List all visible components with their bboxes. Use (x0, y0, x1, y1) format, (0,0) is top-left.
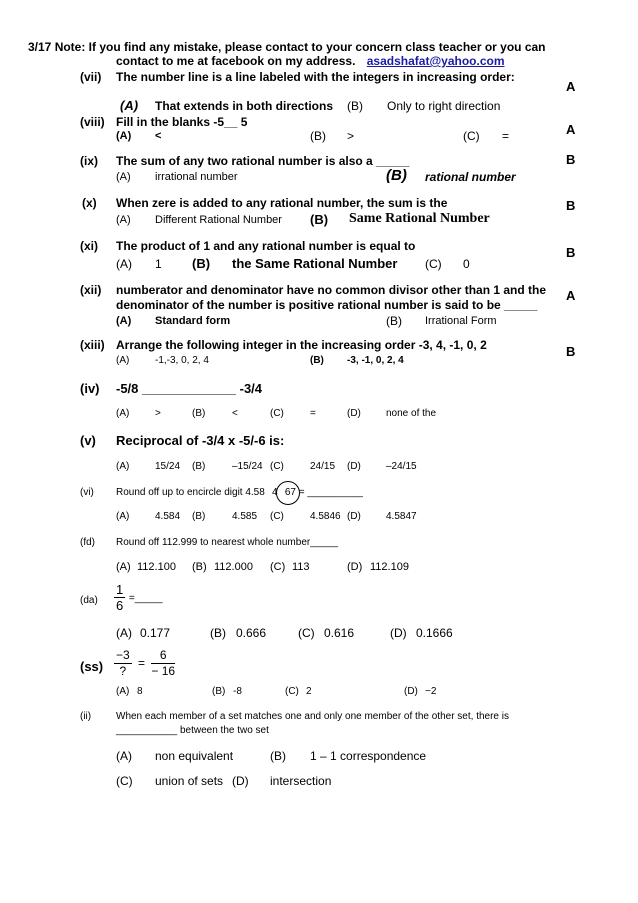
option-text: –15/24 (232, 461, 263, 472)
question-text: The product of 1 and any rational number is equal to (116, 239, 416, 253)
option-label: (C) (463, 129, 480, 143)
option-label: (B) (310, 355, 324, 366)
option-label: (B) (192, 561, 207, 573)
option-text: 0.1666 (416, 626, 453, 640)
answer-blank: =_____ (128, 592, 163, 604)
option-text: 0.177 (140, 626, 171, 640)
question-text: When zere is added to any rational number, the sum is the (116, 196, 448, 210)
question-text: Arrange the following integer in the increasing order -3, 4, -1, 0, 2 (116, 338, 487, 352)
option-text: < (155, 130, 162, 142)
fraction-numerator: −3 (116, 648, 130, 662)
option-text: Only to right direction (387, 99, 501, 113)
option-text: non equivalent (155, 749, 234, 763)
question-text: Fill in the blanks -5__ 5 (116, 115, 248, 129)
question-number: (vi) (80, 487, 94, 498)
question-number: (ss) (80, 659, 104, 674)
option-label: (A) (116, 461, 130, 472)
option-text: That extends in both directions (155, 99, 334, 113)
option-label: (B) (347, 99, 363, 113)
option-text: 4.5847 (386, 511, 417, 522)
question-text-part2: 67 = __________ (284, 487, 363, 498)
answer-key: B (566, 152, 576, 167)
option-label: (A) (116, 408, 130, 419)
option-text: none of the (386, 408, 437, 419)
option-text: < (232, 408, 238, 419)
option-text: 0.666 (236, 626, 267, 640)
option-text: 4.585 (232, 511, 258, 522)
option-text: the Same Rational Number (232, 256, 398, 271)
option-label: (C) (270, 461, 284, 472)
question-number: (viii) (80, 115, 105, 129)
option-text: union of sets (155, 774, 224, 788)
option-text: 2 (306, 686, 312, 697)
question-number: (vii) (80, 70, 102, 84)
circled-digit: 4 (272, 487, 278, 498)
equals-sign: = (138, 655, 146, 670)
question-number: (v) (80, 433, 96, 448)
equation (114, 648, 175, 679)
option-text: = (502, 129, 510, 143)
fraction-denominator: ? (119, 664, 127, 678)
option-label: (B) (192, 408, 206, 419)
fraction-numerator: 1 (116, 582, 124, 597)
option-label: (C) (298, 626, 315, 640)
option-text: 24/15 (310, 461, 336, 472)
option-label: (B) (192, 256, 211, 271)
question-text: -5/8 _____________ -3/4 (116, 381, 263, 396)
question-number: (da) (80, 595, 98, 606)
fraction-denominator: 6 (116, 598, 124, 613)
question-number: (xi) (80, 239, 98, 253)
option-text: -1,-3, 0, 2, 4 (155, 355, 209, 366)
question-text-line2: denominator of the number is positive rational number is said to be _____ (116, 298, 538, 312)
option-label: (C) (270, 408, 284, 419)
question-text (116, 487, 363, 498)
option-text: 15/24 (155, 461, 181, 472)
fraction-expression (114, 582, 163, 613)
option-label: (B) (192, 511, 206, 522)
option-label: (A) (116, 130, 132, 142)
question-number: (xii) (80, 283, 102, 297)
option-text: 0.616 (324, 626, 355, 640)
option-text: irrational number (155, 171, 238, 183)
option-label: (B) (386, 314, 402, 328)
question-text: Round off 112.999 to nearest whole number_____ (116, 537, 339, 548)
option-label: (A) (116, 315, 132, 327)
option-text: intersection (270, 774, 332, 788)
option-label: (A) (116, 257, 132, 271)
option-text: 1 (155, 257, 162, 271)
option-text: 1 – 1 correspondence (310, 749, 427, 763)
header-note-line1: 3/17 Note: If you find any mistake, please contact to your concern class teacher or you can (28, 40, 546, 54)
option-label: (C) (285, 686, 299, 697)
option-text: > (347, 129, 355, 143)
option-label: (B) (270, 749, 286, 763)
question-text: The number line is a line labeled with the integers in increasing order: (116, 70, 515, 84)
option-label: (B) (310, 129, 326, 143)
option-text: −2 (425, 686, 437, 697)
option-label: (A) (116, 511, 130, 522)
answer-key: B (566, 344, 576, 359)
option-label: (D) (404, 686, 418, 697)
option-text: > (155, 408, 161, 419)
header-note-line2 (116, 54, 505, 68)
option-label: (C) (270, 561, 286, 573)
option-text: 113 (292, 561, 310, 573)
option-text: 112.000 (214, 561, 253, 573)
option-label: (C) (425, 257, 442, 271)
question-number: (xiii) (80, 338, 105, 352)
option-text: 112.109 (370, 561, 409, 573)
email-link[interactable]: asadshafat@yahoo.com (366, 54, 505, 68)
option-text: -8 (233, 686, 242, 697)
fraction-left (114, 648, 132, 679)
option-label: (B) (212, 686, 226, 697)
option-label: (A) (116, 561, 131, 573)
option-label: (D) (232, 774, 249, 788)
question-text-line1: When each member of a set matches one and only one member of the other set, there is (116, 711, 509, 722)
option-text: rational number (425, 170, 516, 184)
question-text: Reciprocal of -3/4 x -5/-6 is: (116, 433, 285, 448)
option-label: (A) (116, 749, 132, 763)
encircle-mark (276, 481, 300, 505)
option-label: (B) (192, 461, 206, 472)
option-text: Different Rational Number (155, 214, 282, 226)
question-number: (ii) (80, 711, 92, 722)
question-text-part1: Round off up to encircle digit 4.58 (116, 487, 265, 498)
option-text: 8 (137, 686, 143, 697)
answer-key: A (566, 288, 576, 303)
option-text: -3, -1, 0, 2, 4 (347, 355, 404, 366)
question-number: (ix) (80, 154, 98, 168)
option-text: 4.5846 (310, 511, 341, 522)
option-label: (A) (120, 98, 139, 113)
question-text-line1: numberator and denominator have no common divisor other than 1 and the (116, 283, 547, 297)
option-text: 0 (463, 257, 470, 271)
answer-key: B (566, 245, 576, 260)
answer-key: B (566, 198, 576, 213)
option-text: 112.100 (137, 561, 176, 573)
option-label: (D) (347, 461, 361, 472)
option-label: (D) (347, 511, 361, 522)
option-text: = (310, 408, 316, 419)
option-label: (A) (116, 686, 130, 697)
answer-key: A (566, 122, 576, 137)
option-label: (D) (347, 408, 361, 419)
option-label: (A) (116, 626, 132, 640)
fraction-numerator: 6 (151, 648, 175, 664)
option-label: (D) (390, 626, 407, 640)
option-label: (C) (270, 511, 284, 522)
fraction-right (151, 648, 175, 679)
option-text: –24/15 (386, 461, 417, 472)
option-label: (A) (116, 355, 130, 366)
header-note-text: contact to me at facebook on my address. (116, 54, 356, 68)
option-text: Standard form (155, 315, 231, 327)
option-label: (B) (210, 626, 226, 640)
option-label: (B) (386, 167, 407, 184)
option-text: Irrational Form (425, 315, 497, 327)
option-text: 4.584 (155, 511, 181, 522)
option-label: (A) (116, 171, 131, 183)
question-text: The sum of any two rational number is also a _____ (116, 154, 410, 168)
option-label: (B) (310, 212, 329, 227)
question-number: (iv) (80, 381, 100, 396)
question-number: (x) (82, 196, 97, 210)
fraction (114, 582, 125, 613)
option-text: Same Rational Number (349, 211, 490, 226)
option-label: (C) (116, 774, 133, 788)
option-label: (A) (116, 214, 131, 226)
fraction-denominator: − 16 (151, 664, 176, 678)
answer-key: A (566, 79, 576, 94)
question-number: (fd) (80, 537, 95, 548)
option-label: (D) (347, 561, 363, 573)
question-text-line2: ___________ between the two set (116, 725, 269, 736)
